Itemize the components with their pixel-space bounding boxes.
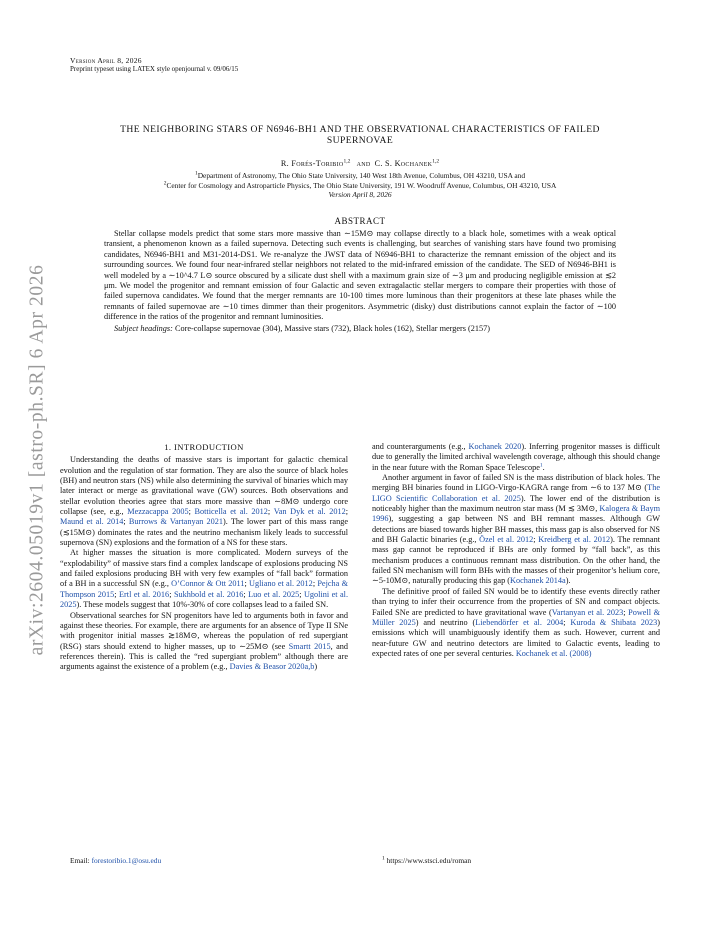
- citation-link[interactable]: Van Dyk et al. 2012: [273, 507, 346, 517]
- footnote-ref[interactable]: 1: [539, 461, 543, 468]
- abstract: [104, 229, 616, 334]
- citation-link[interactable]: Botticella et al. 2012: [194, 507, 268, 517]
- email-link[interactable]: forestoribio.1@osu.edu: [91, 856, 162, 865]
- citation-link[interactable]: O’Connor & Ott 2011: [171, 579, 245, 589]
- author-affil-mark: 1,2: [432, 158, 440, 165]
- keywords-text: Core-collapse supernovae (304), Massive stars (732), Black holes (162), Stellar mergers (2157): [174, 323, 491, 333]
- author-name: R. Forés-Toribio: [280, 159, 344, 168]
- affiliation-2: [60, 181, 660, 191]
- affiliations: [60, 171, 660, 200]
- author-list: [60, 159, 660, 168]
- citation-link[interactable]: Ugliano et al. 2012: [249, 579, 313, 589]
- citation-link[interactable]: Luo et al. 2025: [248, 589, 300, 599]
- preprint-line: Preprint typeset using LATEX style openjournal v. 09/06/15: [70, 65, 239, 73]
- citation-link[interactable]: Burrows & Vartanyan 2021: [128, 517, 224, 527]
- affil-text: Center for Cosmology and Astroparticle Physics, The Ohio State University, 191 W. Woodruff Avenue, Columbus, OH 43210, USA: [166, 180, 557, 190]
- title-line-2: SUPERNOVAE: [326, 135, 394, 146]
- citation-link[interactable]: Davies & Beasor 2020a,b: [229, 662, 315, 672]
- citation-link[interactable]: Liebendörfer et al. 2004: [475, 617, 564, 627]
- paragraph: The definitive proof of failed SN would be to identify these events directly rather than trying to infer their occurrence from the properties of SN and compact objects. Failed SNe are predicted to have gravitational wave (Vartanyan et al. 2023; Powell & Müller 2025) and neutrino (Liebendörfer et al. 2004; Kuroda & Shibata 2023) emissions which will unambiguously identify them as such. However, current and near-future GW and neutrino detectors are limited to Galactic events, leading to expected rates of one per several centuries. Kochanek et al. (2008): [372, 586, 661, 658]
- affil-mark: 1: [194, 170, 198, 177]
- paragraph: and counterarguments (e.g., Kochanek 2020). Inferring progenitor masses is difficult due to generally the limited archival wavelength coverage, although this should change in the near future with the Roman Space Telescope$^1$.: [372, 442, 660, 472]
- footnote-mark: 1: [382, 855, 385, 862]
- paragraph: Understanding the deaths of massive stars is important for galactic chemical evolution and the regulation of star formation. They are also the source of black holes (BH) and neutron stars (NS) while also determining the survival of binaries which may later interact or merge as gravitational wave (GW) sources. Both observations and stellar evolution theories agree that stars more massive than ∼8M⊙ undergo core collapse (see, e.g., Mezzacappa 2005; Botticella et al. 2012; Van Dyk et al. 2012; Maund et al. 2014; Burrows & Vartanyan 2021). The lower part of this mass range (≲15M⊙) dominates the rates and the neutrino mechanism likely leads to successful supernova (SN) explosions and the formation of a NS for these stars.: [60, 455, 349, 548]
- footnote-url[interactable]: https://www.stsci.edu/roman: [386, 856, 472, 865]
- section-heading-introduction: 1. INTRODUCTION: [164, 442, 244, 452]
- citation-link[interactable]: Kochanek et al. (2008): [515, 648, 592, 658]
- abstract-heading: ABSTRACT: [334, 216, 386, 226]
- arxiv-identifier[interactable]: arXiv:2604.05019v1 [astro-ph.SR] 6 Apr 2026: [26, 264, 48, 656]
- footnote: [382, 856, 471, 865]
- paragraph: At higher masses the situation is more complicated. Modern surveys of the “explodability” of massive stars find a complex landscape of explosions producing NS and failed explosions producing BH with very few examples of “fall back” formation of a BH in a successful SN (e.g., O’Connor & Ott 2011; Ugliano et al. 2012; Pejcha & Thompson 2015; Ertl et al. 2016; Sukhbold et al. 2016; Luo et al. 2025; Ugolini et al. 2025). These models suggest that 10%-30% of core collapses lead to a failed SN.: [60, 548, 349, 610]
- author-name: C. S. Kochanek: [374, 159, 433, 168]
- right-column: [372, 442, 660, 659]
- citation-link[interactable]: Kreidberg et al. 2012: [538, 535, 611, 545]
- author-affil-mark: 1,2: [343, 158, 351, 165]
- citation-link[interactable]: Pejcha & Thompson 2015: [60, 579, 348, 599]
- preprint-header: [70, 56, 238, 74]
- email-label: Email:: [70, 856, 90, 865]
- citation-link[interactable]: Kochanek 2020: [468, 442, 522, 451]
- citation-link[interactable]: Vartanyan et al. 2023: [551, 607, 624, 617]
- arxiv-sidebar: [22, 240, 52, 680]
- affiliation-1: [60, 171, 660, 181]
- author-conjunction: and: [356, 159, 371, 168]
- subject-headings: [104, 324, 616, 334]
- corresponding-email: [70, 856, 161, 865]
- citation-link[interactable]: Maund et al. 2014: [60, 517, 124, 527]
- citation-link[interactable]: Ertl et al. 2016: [119, 589, 170, 599]
- citation-link[interactable]: Özel et al. 2012: [479, 535, 534, 545]
- citation-link[interactable]: The LIGO Scientific Collaboration et al. 2025: [372, 483, 660, 503]
- citation-link[interactable]: Kuroda & Shibata 2023: [570, 617, 658, 627]
- citation-link[interactable]: Powell & Müller 2025: [372, 607, 660, 627]
- paragraph: Observational searches for SN progenitors have led to arguments both in favor and against these theories. For example, there are arguments for an absence of Type II SNe with progenitor initial masses ≳18M⊙, whereas the population of red supergiant (RSG) stars should extend to higher masses, up to ∼25M⊙ (see Smartt 2015, and references therein). This is called the “red supergiant problem” although there are arguments against the existence of a problem (e.g., Davies & Beasor 2020a,b): [60, 610, 348, 672]
- citation-link[interactable]: Kalogera & Baym 1996: [372, 504, 660, 524]
- paper-title: [60, 124, 660, 146]
- version-line: Version April 8, 2026: [70, 56, 142, 65]
- affil-mark: 2: [163, 180, 167, 187]
- keywords-label: Subject headings:: [114, 323, 173, 333]
- citation-link[interactable]: Mezzacappa 2005: [127, 507, 189, 517]
- affil-text: Department of Astronomy, The Ohio State University, 140 West 18th Avenue, Columbus, OH 43210, USA and: [197, 171, 526, 180]
- paper-date: Version April 8, 2026: [328, 190, 392, 200]
- citation-link[interactable]: Ugolini et al. 2025: [60, 589, 349, 610]
- citation-link[interactable]: Sukhbold et al. 2016: [173, 589, 244, 599]
- citation-link[interactable]: Kochanek 2014a: [510, 576, 566, 586]
- paragraph: Another argument in favor of failed SN is the mass distribution of black holes. The merging BH binaries found in LIGO-Virgo-KAGRA range from ∼6 to 137 M⊙ (The LIGO Scientific Collaboration et al. 2025). The lower end of the distribution is noticeably higher than the maximum neutron star mass (M ≲ 3M⊙, Kalogera & Baym 1996), suggesting a gap between NS and BH remnant masses. Although GW detections are biased towards higher BH masses, this mass gap is also observed for NS and BH Galactic binaries (e.g., Özel et al. 2012; Kreidberg et al. 2012). The remnant mass gap cannot be reproduced if BHs are only formed by “fall back”, as this mechanism produces a continuous remnant mass distribution. On the other hand, the failed SN mechanism will form BHs with the masses of their progenitor’s helium core, ∼5-10M⊙, naturally producing this gap (Kochanek 2014a).: [372, 473, 660, 586]
- left-column: [60, 442, 348, 673]
- citation-link[interactable]: Smartt 2015: [288, 641, 331, 651]
- abstract-text: Stellar collapse models predict that some stars more massive than ∼15M⊙ may collapse directly to a black hole, sometimes with a weak optical transient, a phenomenon known as a failed supernova. Detecting such events is challenging, but searches of vanishing stars have found two promising candidates, N6946-BH1 and M31-2014-DS1. We re-analyze the JWST data of N6946-BH1 to characterize the remnant emission of the object and its surrounding sources. We found four near-infrared stellar neighbors not related to the mid-infrared emission of the candidate. The SED of N6946-BH1 is well modeled by a ∼10^4.7 L⊙ source obscured by a silicate dust shell with a maximum grain size of ∼3 μm and producing negligible emission at ≲2 μm. We model the progenitor and remnant emission of four Galactic and seven extragalactic stellar mergers to compare their properties with those of failed supernova candidates. We found that the merger remnants are 10-100 times more luminous than their progenitors at these late phases while the remnants of failed supernovae are ∼10 times dimmer than their progenitors. Asymmetric (disky) dust distributions cannot explain the factor of ∼100 difference in the ratios of the progenitor and remnant luminosities.: [104, 229, 616, 322]
- title-line-1: THE NEIGHBORING STARS OF N6946-BH1 AND THE OBSERVATIONAL CHARACTERISTICS OF FAILED: [120, 124, 600, 135]
